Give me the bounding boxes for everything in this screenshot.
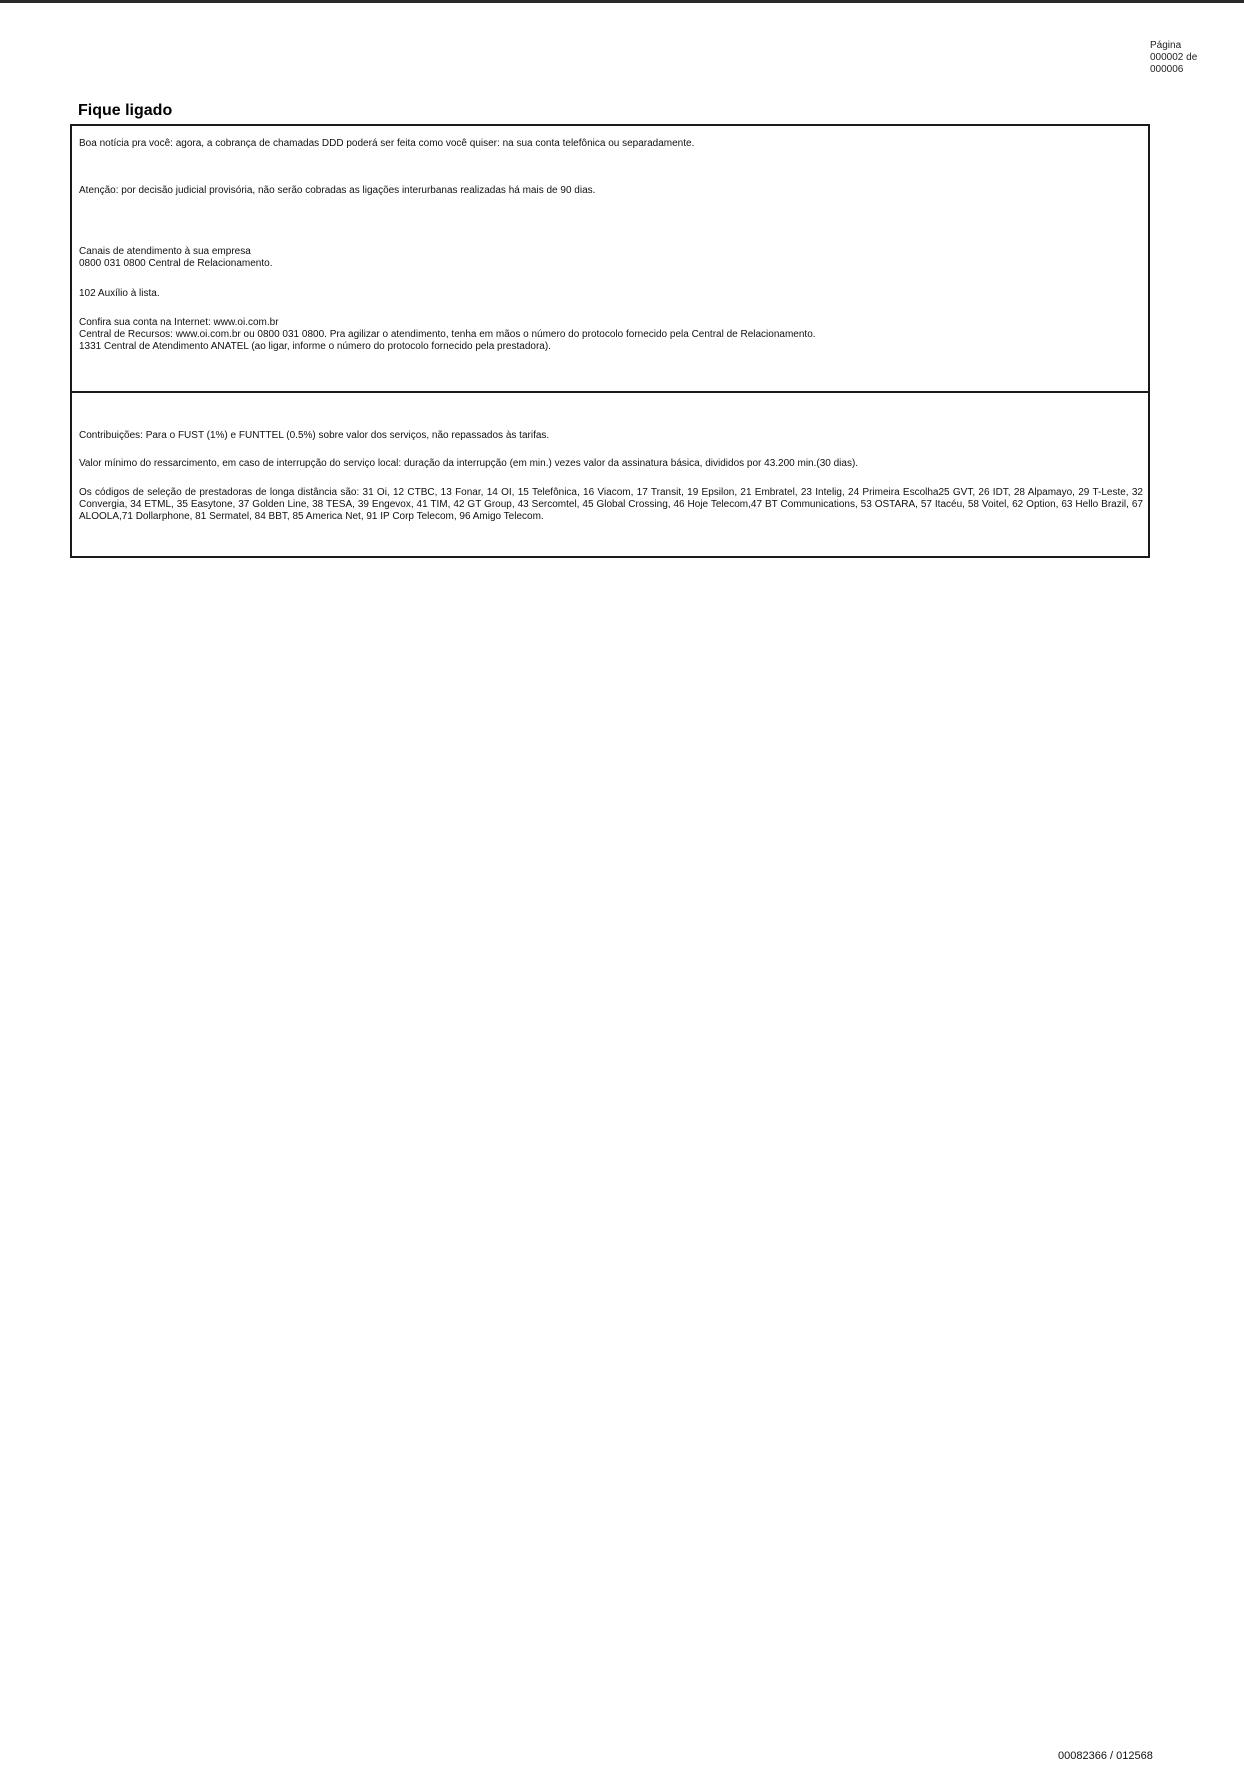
page-number-block <box>1150 40 1197 76</box>
central-phone-text: 0800 031 0800 Central de Relacionamento. <box>79 258 273 269</box>
carrier-codes-text: Os códigos de seleção de prestadoras de longa distância são: 31 Oi, 12 CTBC, 13 Fonar, 14 OI, 15 Telefônica, 16 Viacom, 17 Transit, 19 Epsilon, 21 Embratel, 23 Intelig, 24 Primeira Escolha25 GVT, 26 IDT, 28 Alpamayo, 29 T-Leste, 32 Convergia, 34 ETML, 35 Easytone, 37 Golden Line, 38 TESA, 39 Engevox, 41 TIM, 42 GT Group, 43 Sercomtel, 45 Global Crossing, 46 Hoje Telecom,47 BT Communications, 53 OSTARA, 57 Itacéu, 58 Voitel, 62 Option, 63 Hello Brazil, 67 ALOOLA,71 Dollarphone, 81 Sermatel, 84 BBT, 85 America Net, 91 IP Corp Telecom, 96 Amigo Telecom. <box>79 487 1143 522</box>
page-total: 000006 <box>1150 64 1184 75</box>
footer-code: 00082366 / 012568 <box>1058 1750 1153 1762</box>
judicial-notice-text: Atenção: por decisão judicial provisória, não serão cobradas as ligações interurbanas realizadas há mais de 90 dias. <box>79 185 596 196</box>
anatel-text: 1331 Central de Atendimento ANATEL (ao ligar, informe o número do protocolo fornecido pela prestadora). <box>79 341 551 352</box>
section-title: Fique ligado <box>78 102 173 119</box>
fust-text: Contribuições: Para o FUST (1%) e FUNTTEL (0.5%) sobre valor dos serviços, não repassados às tarifas. <box>79 430 550 441</box>
page-label: Página <box>1150 40 1182 51</box>
aux-lista-text: 102 Auxílio à lista. <box>79 288 160 299</box>
box-divider <box>72 391 1148 393</box>
ressarcimento-text: Valor mínimo do ressarcimento, em caso de interrupção do serviço local: duração da interrupção (em min.) vezes valor da assinatura básica, divididos por 43.200 min.(30 dias). <box>79 458 859 469</box>
ddd-news-text: Boa notícia pra você: agora, a cobrança de chamadas DDD poderá ser feita como você quiser: na sua conta telefônica ou separadamente. <box>79 138 695 149</box>
page-top-edge <box>0 0 1244 3</box>
channels-title: Canais de atendimento à sua empresa <box>79 246 251 257</box>
recursos-text: Central de Recursos: www.oi.com.br ou 0800 031 0800. Pra agilizar o atendimento, tenha em mãos o número do protocolo fornecido pela Central de Relacionamento. <box>79 329 816 340</box>
notice-box <box>70 124 1150 558</box>
page-current: 000002 de <box>1150 52 1198 63</box>
internet-text: Confira sua conta na Internet: www.oi.com.br <box>79 317 279 328</box>
